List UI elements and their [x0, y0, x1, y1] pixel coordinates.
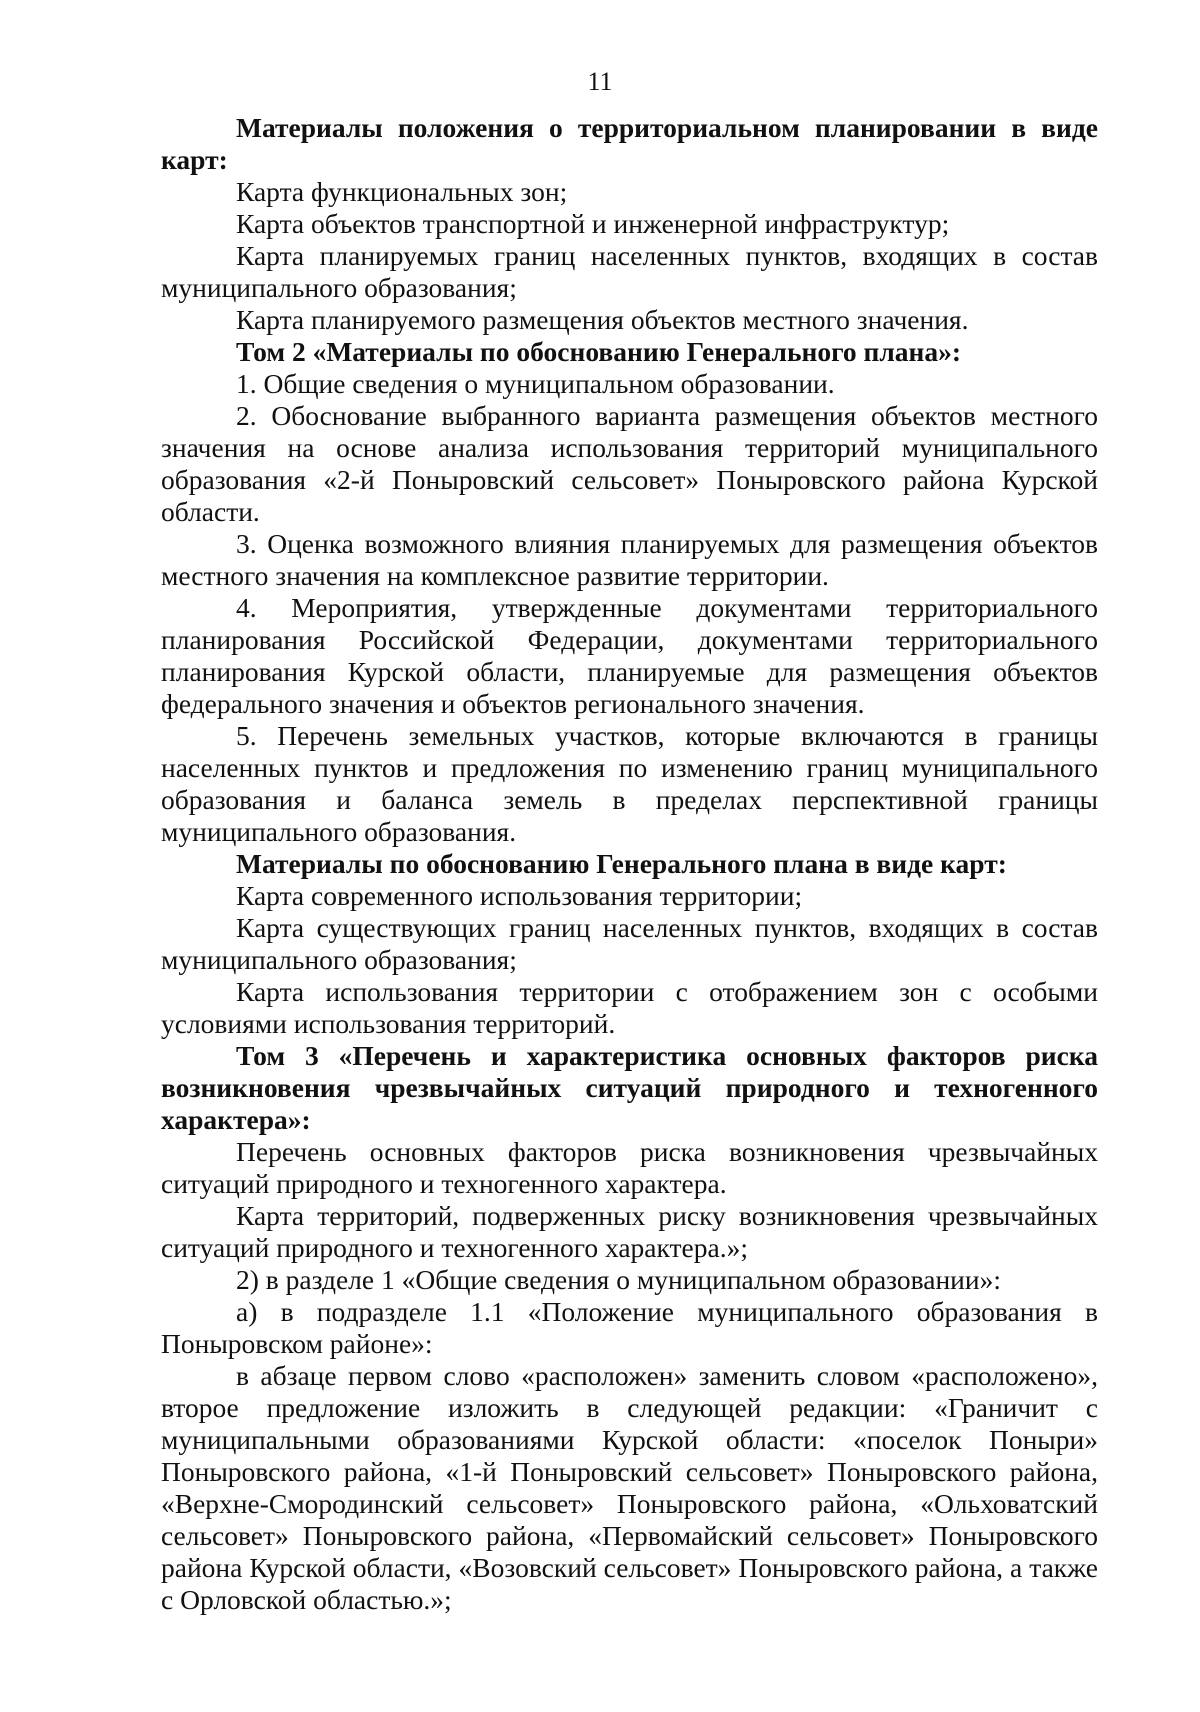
- amendment-section-1: 2) в разделе 1 «Общие сведения о муниципальном образовании»:: [236, 1264, 1002, 1295]
- document-body: [161, 112, 1098, 1616]
- list-item-map-infrastructure: Карта объектов транспортной и инженерной инфраструктур;: [236, 208, 950, 239]
- page-number: 11: [587, 67, 613, 96]
- list-item-map-current-use: Карта современного использования территории;: [236, 880, 803, 911]
- heading-justification-maps: Материалы по обоснованию Генерального плана в виде карт:: [236, 848, 1007, 879]
- list-item-general-info: 1. Общие сведения о муниципальном образовании.: [236, 368, 835, 399]
- list-item-impact-assessment: 3. Оценка возможного влияния планируемых для размещения объектов местного значения на комплексное развитие территории.: [161, 528, 1098, 591]
- list-item-land-plots: 5. Перечень земельных участков, которые включаются в границы населенных пунктов и предложения по изменению границ муниципального образования и баланса земель в пределах перспективной границы муниципального образования.: [161, 720, 1098, 847]
- list-item-map-risk-territories: Карта территорий, подверженных риску возникновения чрезвычайных ситуаций природного и техногенного характера.»;: [161, 1200, 1098, 1263]
- heading-maps-territorial-planning: Материалы положения о территориальном планировании в виде карт:: [161, 112, 1098, 175]
- list-item-map-settlement-boundaries: Карта планируемых границ населенных пунктов, входящих в состав муниципального образования;: [161, 240, 1098, 303]
- list-item-measures: 4. Мероприятия, утвержденные документами территориального планирования Российской Федерации, документами территориального планирования Курской области, планируемые для размещения объектов федерального значения и объектов регионального значения.: [161, 592, 1098, 719]
- amendment-subsection-1-1: а) в подразделе 1.1 «Положение муниципального образования в Поныровском районе»:: [161, 1296, 1098, 1359]
- heading-volume-2: Том 2 «Материалы по обоснованию Генерального плана»:: [236, 336, 962, 367]
- list-item-risk-factors: Перечень основных факторов риска возникновения чрезвычайных ситуаций природного и техногенного характера.: [161, 1136, 1098, 1199]
- list-item-map-special-zones: Карта использования территории с отображением зон с особыми условиями использования территорий.: [161, 976, 1098, 1039]
- list-item-map-local-objects: Карта планируемого размещения объектов местного значения.: [236, 304, 969, 335]
- heading-volume-3: Том 3 «Перечень и характеристика основных факторов риска возникновения чрезвычайных ситуаций природного и техногенного характера»:: [161, 1040, 1098, 1135]
- list-item-justification: 2. Обоснование выбранного варианта размещения объектов местного значения на основе анализа использования территорий муниципального образования «2-й Поныровский сельсовет» Поныровского района Курской области.: [161, 400, 1098, 527]
- list-item-map-functional-zones: Карта функциональных зон;: [236, 176, 568, 207]
- list-item-map-existing-boundaries: Карта существующих границ населенных пунктов, входящих в состав муниципального образования;: [161, 912, 1098, 975]
- amendment-paragraph-text: в абзаце первом слово «расположен» заменить словом «расположено», второе предложение изложить в следующей редакции: «Граничит с муниципальными образованиями Курской области: «поселок Поныри» Поныровского района, «1-й Поныровский сельсовет» Поныровского района, «Верхне-Смородинский сельсовет» Поныровского района, «Ольховатский сельсовет» Поныровского района, «Первомайский сельсовет» Поныровского района Курской области, «Возовский сельсовет» Поныровского района, а также с Орловской областью.»;: [161, 1360, 1098, 1615]
